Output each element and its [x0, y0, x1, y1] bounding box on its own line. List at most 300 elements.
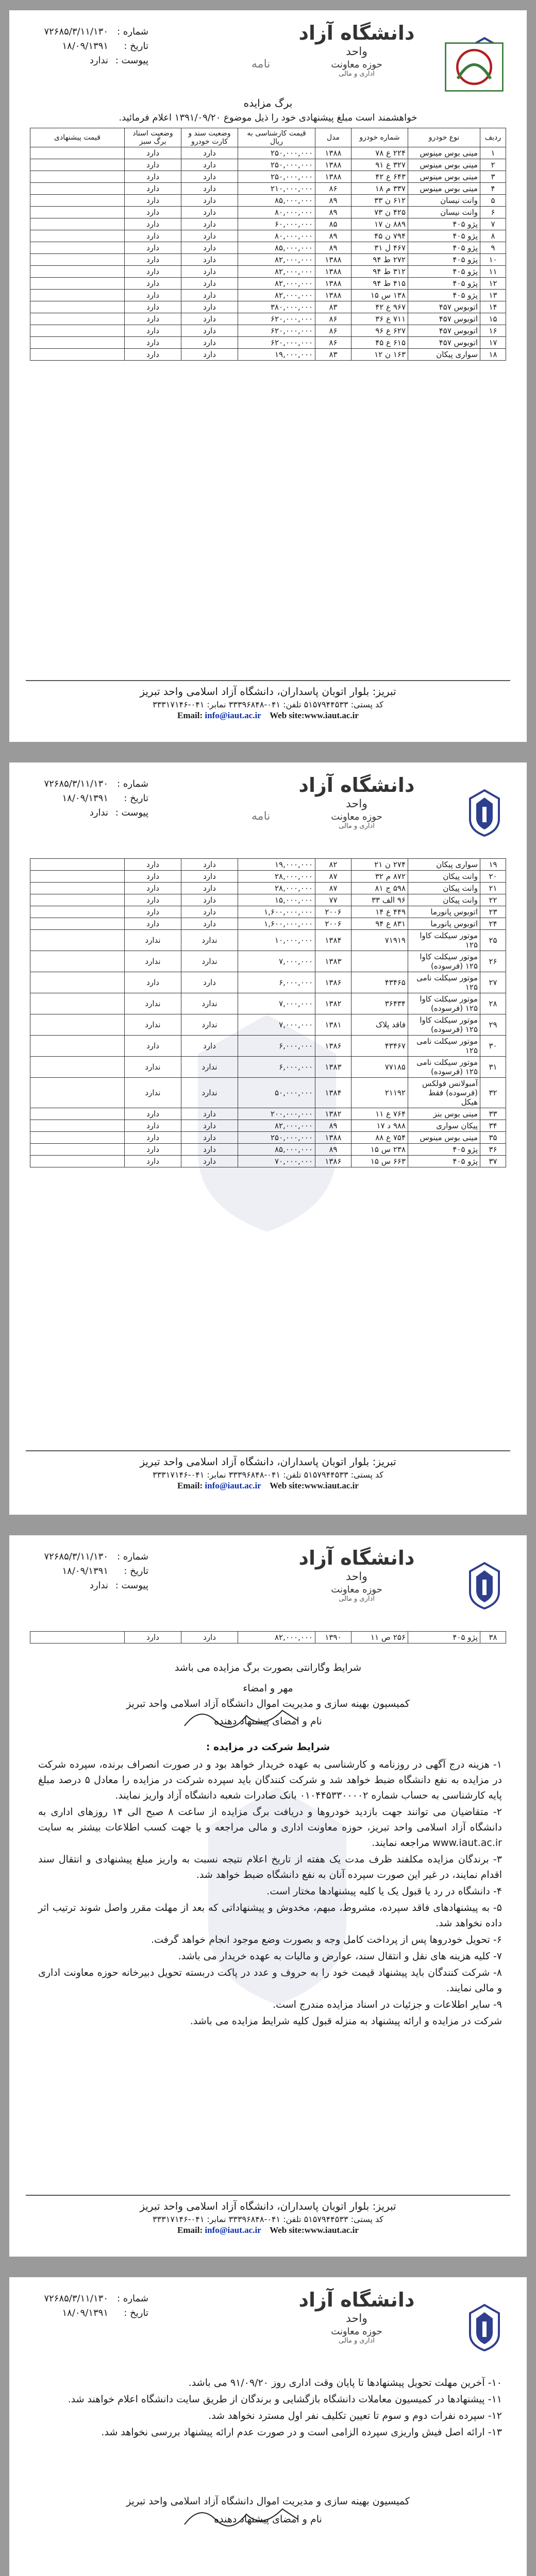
table-cell: ۱۳۸۸ — [315, 266, 351, 278]
terms-item: ۱۳- ارائه اصل فیش واریزی سپرده الزامی است و در صورت عدم ارائه پیشنهاد بررسی نخواهد شد. — [101, 2427, 502, 2438]
bid-price-cell[interactable] — [30, 1014, 125, 1036]
table-cell: ۸۸۹ ن ۱۷ — [351, 218, 408, 230]
table-cell: دارد — [125, 230, 181, 242]
table-cell: ۱,۶۰۰,۰۰۰,۰۰۰ — [238, 906, 315, 918]
terms-item: ۱- هزینه درج آگهی در روزنامه و کارشناسی به عهده خریدار خواهد بود و در صورت انصراف برنده، سپرده شرکت در مزایده به نفع دانشگاه ضبط خواهد شد و شرکت کنندگان باید سپرده شرکت در مزایده را معادل ۵ درصد مبلغ پایه کارشناسی به حساب شماره ۰۱۰۴۴۵۳۳۰۰۰۰۲ بانک صادرات شعبه دانشگاه آزاد واریز نمایند. — [38, 1759, 502, 1801]
table-cell: ۱۹,۰۰۰,۰۰۰ — [238, 349, 315, 361]
table-cell: دارد — [125, 171, 181, 183]
bid-price-cell[interactable] — [30, 871, 125, 883]
table-cell: موتور سیکلت کاوا ۱۲۵ (فرسوده) — [408, 993, 480, 1014]
table-cell: موتور سیکلت نامی ۱۲۵ — [408, 1036, 480, 1057]
table-cell: دارد — [181, 859, 238, 871]
table-row — [30, 1156, 506, 1167]
table-cell: ۱۳۸۸ — [315, 159, 351, 171]
table-cell: ۹۸۸ د ۱۷ — [351, 1120, 408, 1132]
table-cell: ۵ — [480, 195, 506, 207]
table-cell: دارد — [125, 918, 181, 930]
table-cell: ۸۲,۰۰۰,۰۰۰ — [238, 1632, 315, 1643]
bid-price-cell[interactable] — [30, 894, 125, 906]
table-cell: ۱۳۸۶ — [315, 1036, 351, 1057]
column-header: نوع خودرو — [408, 128, 480, 147]
bid-price-cell[interactable] — [30, 1156, 125, 1167]
table-cell: ندارد — [125, 930, 181, 951]
table-row — [30, 993, 506, 1014]
table-cell: ۸۹ — [315, 195, 351, 207]
table-cell: سواری پیکان — [408, 859, 480, 871]
bid-price-cell[interactable] — [30, 918, 125, 930]
table-cell: ۶۲۷ ع ۹۶ — [351, 325, 408, 337]
table-cell: ندارد — [125, 1078, 181, 1108]
column-header: وضعیت سند و کارت خودرو — [181, 128, 238, 147]
table-cell: دارد — [181, 290, 238, 301]
university-title — [269, 2289, 444, 2345]
email-link[interactable]: info@iaut.ac.ir — [205, 2225, 261, 2235]
date-label: تاریخ : — [124, 793, 148, 804]
table-cell: ۳۷ — [480, 1156, 506, 1167]
table-cell: ۱۳۸۲ — [315, 993, 351, 1014]
bid-price-cell[interactable] — [30, 207, 125, 218]
table-cell: دارد — [181, 337, 238, 349]
terms-continued — [38, 2375, 502, 2441]
bid-price-cell[interactable] — [30, 325, 125, 337]
date-label: تاریخ : — [124, 2308, 148, 2318]
bid-price-cell[interactable] — [30, 1078, 125, 1108]
table-cell: ۶۰,۰۰۰,۰۰۰ — [238, 218, 315, 230]
bid-price-cell[interactable] — [30, 254, 125, 266]
table-cell: ۲۵ — [480, 930, 506, 951]
table-cell: ۷,۰۰۰,۰۰۰ — [238, 951, 315, 972]
table-cell: اتوبوس پانورما — [408, 906, 480, 918]
table-cell: دارد — [181, 313, 238, 325]
table-cell: دارد — [181, 325, 238, 337]
table-cell: دارد — [181, 183, 238, 195]
table-cell: دارد — [125, 337, 181, 349]
table-cell: ۷۶۴ ع ۱۱ — [351, 1108, 408, 1120]
footer-contact — [9, 1481, 527, 1491]
bid-price-cell[interactable] — [30, 1120, 125, 1132]
table-cell: ۱۳۸۳ — [315, 951, 351, 972]
university-name: دانشگاه آزاد — [298, 1547, 415, 1569]
table-cell: وانت نیسان — [408, 207, 480, 218]
footer-address: تبریز: بلوار اتوبان پاسداران، دانشگاه آزاد اسلامی واحد تبریز — [140, 1455, 396, 1468]
table-cell: دارد — [181, 918, 238, 930]
table-row — [30, 230, 506, 242]
table-cell: ندارد — [181, 1078, 238, 1108]
table-cell: پژو ۴۰۵ — [408, 1632, 480, 1643]
email-link[interactable]: info@iaut.ac.ir — [205, 710, 261, 720]
table-row — [30, 906, 506, 918]
department-name: اداری و مالی — [339, 1595, 375, 1603]
bid-price-cell[interactable] — [30, 195, 125, 207]
page-footer — [9, 2195, 527, 2235]
table-cell: پژو ۴۰۵ — [408, 278, 480, 290]
table-cell: دارد — [125, 906, 181, 918]
table-cell: ۸۶ — [315, 183, 351, 195]
table-cell: دارد — [125, 859, 181, 871]
office-name: حوزه معاونت — [331, 59, 382, 70]
table-cell: ۱۳ — [480, 290, 506, 301]
table-cell: ۸۲,۰۰۰,۰۰۰ — [238, 266, 315, 278]
table-cell: ۸۳۱ ع ۹۴ — [351, 918, 408, 930]
table-cell: مینی بوس مینوس — [408, 171, 480, 183]
table-cell: دارد — [125, 290, 181, 301]
bid-price-cell[interactable] — [30, 951, 125, 972]
table-cell: دارد — [181, 1156, 238, 1167]
document-page-3 — [9, 1535, 527, 2257]
university-name: دانشگاه آزاد — [298, 2289, 415, 2311]
table-cell: دارد — [125, 1144, 181, 1156]
column-header: ردیف — [480, 128, 506, 147]
bid-price-cell[interactable] — [30, 230, 125, 242]
table-cell: ۳۸۰,۰۰۰,۰۰۰ — [238, 301, 315, 313]
table-row — [30, 1057, 506, 1078]
auction-heading: برگ مزایده — [243, 97, 293, 109]
table-cell: ۴۳۴۶۵ — [351, 972, 408, 993]
table-cell: ۲۵۰,۰۰۰,۰۰۰ — [238, 171, 315, 183]
terms-list — [38, 1757, 502, 2030]
table-cell: ۱۳۸۴ — [315, 930, 351, 951]
bid-price-cell[interactable] — [30, 278, 125, 290]
bid-price-cell[interactable] — [30, 242, 125, 254]
table-cell: ۷۷ — [315, 894, 351, 906]
table-row — [30, 1144, 506, 1156]
table-body — [30, 1632, 506, 1643]
document-page-1 — [9, 10, 527, 742]
table-cell: ۴۲۵ ن ۷۳ — [351, 207, 408, 218]
table-cell: ندارد — [125, 1057, 181, 1078]
bid-price-cell[interactable] — [30, 349, 125, 361]
email-link[interactable]: info@iaut.ac.ir — [205, 1481, 261, 1490]
number-label: شماره : — [117, 26, 148, 37]
page-footer — [9, 680, 527, 721]
table-cell: دارد — [125, 266, 181, 278]
table-cell: دارد — [181, 218, 238, 230]
table-cell: ۲ — [480, 159, 506, 171]
bidder-sign-line: نام و امضای پیشنهاد دهنده — [214, 1716, 322, 1727]
attachment-label: پیوست : — [115, 1580, 148, 1591]
table-header-row — [30, 128, 506, 147]
bid-price-cell[interactable] — [30, 313, 125, 325]
table-cell: ۷۱۱ ع ۳۶ — [351, 313, 408, 325]
table-cell: ۷,۰۰۰,۰۰۰ — [238, 993, 315, 1014]
table-cell: ۲۵۰,۰۰۰,۰۰۰ — [238, 1132, 315, 1144]
table-cell: دارد — [181, 1632, 238, 1643]
bid-price-cell[interactable] — [30, 930, 125, 951]
table-cell: ۸۶ — [315, 313, 351, 325]
table-row — [30, 218, 506, 230]
table-cell: ۸۰,۰۰۰,۰۰۰ — [238, 230, 315, 242]
footer-phones: کد پستی: ۵۱۵۷۹۴۴۵۳۳ تلفن: ۰۴۱-۳۳۳۹۶۸۴۸ نمابر: ۰۴۱-۳۳۳۱۷۱۴۶ — [152, 700, 384, 709]
date-value: ۱۸/۰۹/۱۳۹۱ — [62, 1566, 108, 1577]
auction-intro: خواهشمند است مبلغ پیشنهادی خود را ذیل موضوع ۱۳۹۱/۰۹/۲۰ اعلام فرمائید. — [119, 112, 417, 123]
table-row — [30, 1632, 506, 1643]
page-footer — [9, 1450, 527, 1491]
footer-address: تبریز: بلوار اتوبان پاسداران، دانشگاه آزاد اسلامی واحد تبریز — [140, 2200, 396, 2212]
column-header: قیمت پیشنهادی — [30, 128, 125, 147]
table-cell: ۱,۶۰۰,۰۰۰,۰۰۰ — [238, 918, 315, 930]
website-label: Web site: — [270, 710, 305, 720]
table-cell: وانت پیکان — [408, 883, 480, 894]
table-cell: ۱۳۹۰ — [315, 1632, 351, 1643]
bid-price-cell[interactable] — [30, 1036, 125, 1057]
letterhead — [9, 1535, 527, 1625]
table-cell: ۱۳۸۸ — [315, 171, 351, 183]
bid-price-cell[interactable] — [30, 290, 125, 301]
table-cell: ۸۲,۰۰۰,۰۰۰ — [238, 290, 315, 301]
table-row — [30, 1014, 506, 1036]
terms-title: شرایط شرکت در مزایده : — [206, 1741, 330, 1753]
table-row — [30, 278, 506, 290]
table-cell: ندارد — [181, 930, 238, 951]
table-cell: ۲۳۸ س ۱۵ — [351, 1144, 408, 1156]
bid-price-cell[interactable] — [30, 972, 125, 993]
table-cell: ۱۳۸۴ — [315, 1078, 351, 1108]
table-cell: ۸۳ — [315, 349, 351, 361]
table-cell: ۸۵,۰۰۰,۰۰۰ — [238, 242, 315, 254]
table-cell: ۱۲ — [480, 278, 506, 290]
table-row — [30, 301, 506, 313]
table-cell: دارد — [181, 301, 238, 313]
table-row — [30, 930, 506, 951]
table-cell: ۷۷۱۸۵ — [351, 1057, 408, 1078]
university-logo-icon — [463, 2303, 506, 2352]
column-header: شماره خودرو — [351, 128, 408, 147]
table-cell: ۱۹,۰۰۰,۰۰۰ — [238, 859, 315, 871]
terms-item: ۴- دانشگاه در رد یا قبول یک یا کلیه پیشنهادها مختار است. — [266, 1886, 502, 1897]
terms-item: ۱۰- آخرین مهلت تحویل پیشنهادها تا پایان وقت اداری روز ۹۱/۰۹/۲۰ می باشد. — [188, 2377, 502, 2388]
branch-name: واحد — [346, 2312, 367, 2325]
table-cell: دارد — [181, 1120, 238, 1132]
table-cell: موتور سیکلت نامی ۱۲۵ — [408, 972, 480, 993]
website-link[interactable]: www.iaut.ac.ir — [304, 1481, 359, 1490]
table-cell: ۶ — [480, 207, 506, 218]
table-cell: دارد — [181, 883, 238, 894]
table-cell: ۴۱۵ ط ۹۴ — [351, 278, 408, 290]
table-cell: ۱۷ — [480, 337, 506, 349]
table-cell: پژو ۴۰۵ — [408, 266, 480, 278]
table-row — [30, 313, 506, 325]
table-cell: دارد — [125, 1632, 181, 1643]
table-cell: ۸۶ — [315, 337, 351, 349]
table-cell: دارد — [181, 894, 238, 906]
table-cell: ۸۲,۰۰۰,۰۰۰ — [238, 254, 315, 266]
number-value: ۷۲۶۸۵/۳/۱۱/۱۳۰ — [44, 26, 108, 37]
department-name: اداری و مالی — [339, 70, 375, 78]
table-cell: دارد — [125, 1132, 181, 1144]
table-cell: ۱۳۸۸ — [315, 290, 351, 301]
table-cell: ۸۵,۰۰۰,۰۰۰ — [238, 1144, 315, 1156]
table-cell: ۹ — [480, 242, 506, 254]
university-logo-icon — [463, 1561, 506, 1611]
table-cell: ۱۵,۰۰۰,۰۰۰ — [238, 894, 315, 906]
table-cell: دارد — [125, 349, 181, 361]
commission-name: کمیسیون بهینه سازی و مدیریت اموال دانشگاه آزاد اسلامی واحد تبریز — [126, 1698, 410, 1709]
bid-price-cell[interactable] — [30, 1144, 125, 1156]
table-cell: دارد — [181, 349, 238, 361]
website-link[interactable]: www.iaut.ac.ir — [304, 710, 359, 720]
anniversary-badge-icon — [443, 41, 505, 93]
table-cell: فاقد پلاک — [351, 1014, 408, 1036]
letter-meta — [25, 25, 148, 68]
table-cell: ندارد — [181, 951, 238, 972]
bid-price-cell[interactable] — [30, 1632, 125, 1643]
table-cell: ۳۰ — [480, 1036, 506, 1057]
table-cell: ندارد — [125, 993, 181, 1014]
table-cell: پژو ۴۰۵ — [408, 1156, 480, 1167]
table-cell: دارد — [125, 254, 181, 266]
number-value: ۷۲۶۸۵/۳/۱۱/۱۳۰ — [44, 778, 108, 789]
table-cell: ۷۵۴ ع ۸۸ — [351, 1132, 408, 1144]
table-cell: ۲۱ — [480, 883, 506, 894]
table-cell: ندارد — [181, 993, 238, 1014]
table-row — [30, 147, 506, 159]
table-cell: ۷ — [480, 218, 506, 230]
table-row — [30, 195, 506, 207]
bid-price-cell[interactable] — [30, 337, 125, 349]
table-cell: آمبولانس فولکس (فرسوده) فقط هیکل — [408, 1078, 480, 1108]
table-row — [30, 883, 506, 894]
table-row — [30, 183, 506, 195]
table-cell: ۲۱۰,۰۰۰,۰۰۰ — [238, 183, 315, 195]
table-cell: ۶,۰۰۰,۰۰۰ — [238, 1036, 315, 1057]
bid-price-cell[interactable] — [30, 1132, 125, 1144]
table-cell: ۸ — [480, 230, 506, 242]
bid-price-cell[interactable] — [30, 859, 125, 871]
table-cell: دارد — [125, 278, 181, 290]
table-row — [30, 159, 506, 171]
university-title — [269, 22, 444, 78]
table-cell: مینی بوس بنز — [408, 1108, 480, 1120]
table-cell: ۲۹ — [480, 1014, 506, 1036]
terms-item: ۸- شرکت کنندگان باید پیشنهاد قیمت خود را به حروف و عدد در پاکت دربسته تحویل دبیرخانه حوزه معاونت اداری و مالی نمایند. — [38, 1967, 502, 1994]
bid-price-cell[interactable] — [30, 183, 125, 195]
bid-price-cell[interactable] — [30, 906, 125, 918]
table-cell: وانت پیکان — [408, 871, 480, 883]
table-cell: دارد — [181, 1132, 238, 1144]
department-name: اداری و مالی — [339, 2337, 375, 2345]
table-cell: پژو ۴۰۵ — [408, 242, 480, 254]
table-cell: ۸۹ — [315, 1120, 351, 1132]
table-cell: دارد — [125, 301, 181, 313]
table-row — [30, 918, 506, 930]
table-cell: ۱۳۸۸ — [315, 1132, 351, 1144]
table-cell: وانت پیکان — [408, 894, 480, 906]
table-row — [30, 337, 506, 349]
table-cell: پژو ۴۰۵ — [408, 1144, 480, 1156]
table-cell: ۲۶ — [480, 951, 506, 972]
table-cell: ۳۳ — [480, 1108, 506, 1120]
table-cell: ۶۱۲ ن ۳۳ — [351, 195, 408, 207]
table-cell: ۲۷ — [480, 972, 506, 993]
table-cell: ۷۹۴ ن ۴۵ — [351, 230, 408, 242]
bid-price-cell[interactable] — [30, 301, 125, 313]
table-cell: دارد — [181, 278, 238, 290]
university-name: دانشگاه آزاد — [298, 774, 415, 796]
table-cell: دارد — [125, 972, 181, 993]
table-cell: ۲۸,۰۰۰,۰۰۰ — [238, 871, 315, 883]
bid-price-cell[interactable] — [30, 147, 125, 159]
table-cell: ۱۳۸۲ — [315, 1108, 351, 1120]
table-cell: ۵۰,۰۰۰,۰۰۰ — [238, 1078, 315, 1108]
table-cell: ۸۹ — [315, 207, 351, 218]
attachment-label: پیوست : — [115, 807, 148, 818]
table-cell: ۸۹ — [315, 1144, 351, 1156]
table-cell: ۸۰,۰۰۰,۰۰۰ — [238, 207, 315, 218]
table-cell: دارد — [181, 207, 238, 218]
table-cell: موتور سیکلت کاوا ۱۲۵ (فرسوده) — [408, 951, 480, 972]
table-cell: ۱ — [480, 147, 506, 159]
email-label: Email: — [177, 1481, 203, 1490]
conditions-title: شرایط وگارانتی بصورت برگ مزایده می باشد — [174, 1662, 362, 1673]
table-cell: ۱۰,۰۰۰,۰۰۰ — [238, 930, 315, 951]
attachment-value: ندارد — [89, 55, 108, 66]
table-cell: ۳۲ — [480, 1078, 506, 1108]
table-cell: ۱۸ — [480, 349, 506, 361]
table-cell: ۸۲ — [315, 859, 351, 871]
date-value: ۱۸/۰۹/۱۳۹۱ — [62, 2308, 108, 2318]
letterhead — [9, 762, 527, 853]
vehicle-table-1 — [30, 128, 506, 361]
table-cell: دارد — [181, 266, 238, 278]
table-cell: ۲۰۰۶ — [315, 918, 351, 930]
table-cell: ۸۷۲ م ۳۲ — [351, 871, 408, 883]
table-cell: ۸۹ — [315, 242, 351, 254]
bid-price-cell[interactable] — [30, 159, 125, 171]
table-cell — [351, 951, 408, 972]
table-cell: دارد — [181, 972, 238, 993]
website-label: Web site: — [270, 2225, 305, 2235]
branch-name: واحد — [346, 45, 367, 58]
table-cell: ۲۷۴ ن ۲۱ — [351, 859, 408, 871]
seal-title: مهر و امضاء — [243, 1683, 293, 1694]
terms-item: ۷- کلیه هزینه های نقل و انتقال سند، عوارض و مالیات به عهده خریدار می باشد. — [178, 1951, 502, 1962]
bid-price-cell[interactable] — [30, 171, 125, 183]
bid-price-cell[interactable] — [30, 993, 125, 1014]
table-cell: ۹۶۷ ع ۴۲ — [351, 301, 408, 313]
vehicle-table-2 — [30, 858, 506, 1167]
table-cell: ۱۳۸۸ — [315, 278, 351, 290]
bid-price-cell[interactable] — [30, 883, 125, 894]
table-cell: دارد — [181, 906, 238, 918]
table-cell: ۲۸,۰۰۰,۰۰۰ — [238, 883, 315, 894]
date-label: تاریخ : — [124, 41, 148, 52]
table-row — [30, 1132, 506, 1144]
table-row — [30, 266, 506, 278]
table-cell: دارد — [181, 230, 238, 242]
footer-contact — [9, 710, 527, 721]
table-body — [30, 859, 506, 1167]
letter-meta — [25, 777, 148, 820]
table-cell: ۱۳۸۶ — [315, 1156, 351, 1167]
office-name: حوزه معاونت — [331, 1584, 382, 1595]
website-link[interactable]: www.iaut.ac.ir — [304, 2225, 359, 2235]
table-cell: ۱۱ — [480, 266, 506, 278]
table-cell: دارد — [181, 1108, 238, 1120]
table-cell: مینی بوس مینوس — [408, 1132, 480, 1144]
email-label: Email: — [177, 2225, 203, 2235]
bid-price-cell[interactable] — [30, 1108, 125, 1120]
bid-price-cell[interactable] — [30, 1057, 125, 1078]
table-cell: موتور سیکلت نامی ۱۲۵ (فرسوده) — [408, 1057, 480, 1078]
table-cell: ندارد — [125, 1014, 181, 1036]
table-cell: ۴۴۹ ع ۱۴ — [351, 906, 408, 918]
table-cell: ۱۶۳ ن ۱۲ — [351, 349, 408, 361]
table-cell: ۸۵ — [315, 218, 351, 230]
table-cell: ۱۳۸۶ — [315, 972, 351, 993]
table-cell: ۶,۰۰۰,۰۰۰ — [238, 1057, 315, 1078]
bid-price-cell[interactable] — [30, 218, 125, 230]
bid-price-cell[interactable] — [30, 266, 125, 278]
